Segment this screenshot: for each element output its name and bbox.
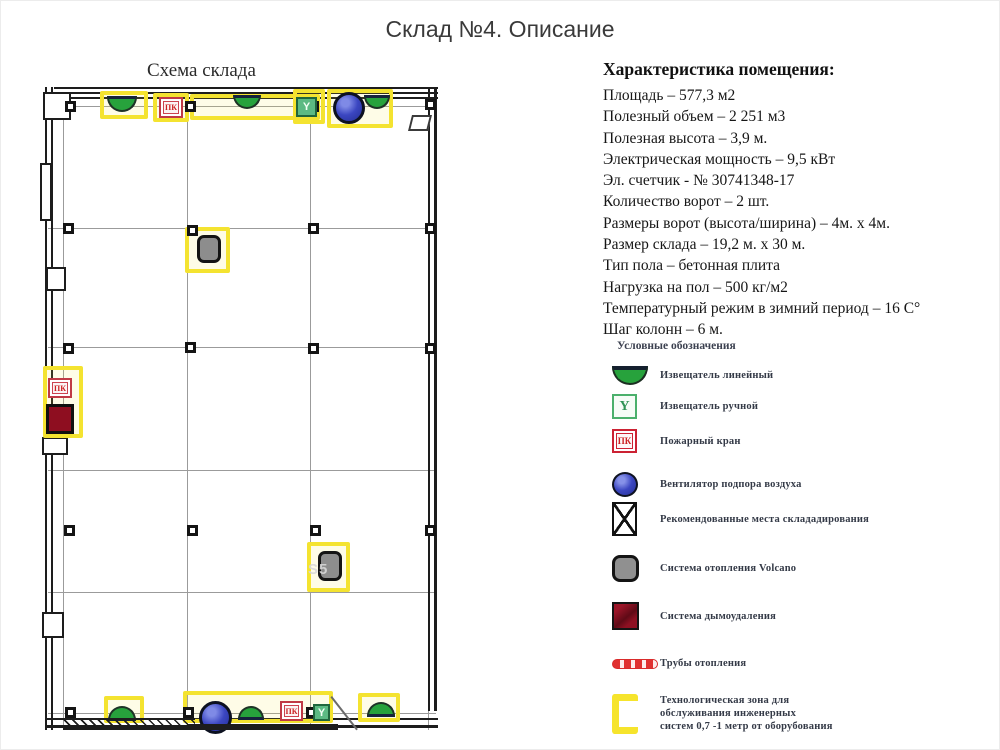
legend-item-label: Система отопления Volcano [660, 563, 797, 574]
legend-label-line: Технологическая зона для [660, 695, 790, 706]
wall-niche [42, 437, 68, 455]
wall-segment [428, 87, 430, 711]
spec-line: Температурный режим в зимний период – 16 С° [603, 299, 921, 317]
wall-bar-symbol [188, 724, 338, 730]
tech-zone-icon [612, 694, 638, 734]
column-square [65, 101, 76, 112]
legend-label-line: обслуживания инженерных [660, 708, 797, 719]
column-square [425, 343, 436, 354]
column-square [64, 525, 75, 536]
legend-panel [602, 336, 994, 750]
column-square [310, 525, 321, 536]
volcano-heater-symbol [197, 235, 221, 263]
column-square [187, 225, 198, 236]
page-title: Склад №4. Описание [385, 16, 615, 42]
specs-lines [603, 85, 993, 341]
legend-item [602, 658, 994, 669]
legend-item-label [660, 694, 833, 733]
warehouse-floor-plan [40, 85, 445, 735]
air-fan-icon [612, 472, 638, 497]
legend-item [602, 602, 994, 630]
spec-line: Эл. счетчик - № 30741348-17 [603, 172, 795, 190]
column-square [63, 343, 74, 354]
specs-panel [603, 59, 993, 341]
spec-line: Размеры ворот (высота/ширина) – 4м. х 4м. [603, 214, 890, 232]
wall-niche [46, 267, 66, 291]
legend-icon-slot [602, 694, 660, 734]
wall-niche [42, 612, 64, 638]
column-square [185, 342, 196, 353]
legend-item [602, 555, 994, 582]
column-square [425, 525, 436, 536]
spec-line: Размер склада – 19,2 м. х 30 м. [603, 236, 806, 254]
specs-heading: Характеристика помещения: [603, 59, 835, 79]
legend-item-label: Пожарный кран [660, 435, 741, 447]
legend-label-line: систем 0,7 -1 метр от оборубования [660, 721, 833, 732]
spec-line: Полезная высота – 3,9 м. [603, 129, 768, 147]
smoke-removal-symbol [46, 404, 74, 434]
detector-manual-symbol: Y [313, 704, 330, 721]
fire-hydrant-icon: ПК [612, 429, 637, 453]
legend-icon-slot [602, 429, 660, 453]
column-square [185, 101, 196, 112]
spec-line: Тип пола – бетонная плита [603, 257, 781, 275]
spec-line: Площадь – 577,3 м2 [603, 87, 736, 104]
legend-icon-slot [602, 366, 660, 385]
grid-line-horizontal [48, 347, 436, 348]
legend-item [602, 366, 994, 385]
wall-niche [40, 163, 52, 221]
column-square [65, 707, 76, 718]
legend-item [602, 429, 994, 453]
spec-line: Электрическая мощность – 9,5 кВт [603, 150, 836, 168]
legend-item [602, 472, 994, 497]
door-leaf-symbol [408, 115, 432, 131]
legend-icon-slot [602, 502, 660, 536]
legend-icon-slot [602, 659, 660, 669]
hatch-symbol [63, 718, 195, 730]
legend-item [602, 694, 994, 734]
legend-icon-slot [602, 394, 660, 419]
storage-area-icon [612, 502, 637, 536]
grid-line-horizontal [48, 592, 436, 593]
column-square [308, 343, 319, 354]
detector-linear-icon [612, 366, 648, 385]
detector-manual-symbol: Y [296, 97, 317, 117]
legend-icon-slot [602, 472, 660, 497]
grid-line-horizontal [48, 470, 436, 471]
spec-line: Количество ворот – 2 шт. [603, 193, 770, 211]
smoke-removal-icon [612, 602, 639, 630]
fire-hydrant-symbol: ПК [48, 378, 72, 398]
spec-line: Нагрузка на пол – 500 кг/м2 [603, 278, 788, 296]
legend-icon-slot [602, 555, 660, 582]
column-square [187, 525, 198, 536]
air-fan-symbol [333, 92, 365, 124]
legend-item-label: Трубы отопления [660, 658, 747, 669]
heating-pipes-icon [612, 659, 658, 669]
legend-item [602, 502, 994, 536]
column-square [425, 99, 436, 110]
legend-item-label: Рекомендованные места склададирования [660, 513, 870, 525]
watermark: S5 [308, 561, 329, 578]
detector-manual-icon: Y [612, 394, 637, 419]
column-square [63, 223, 74, 234]
column-square [425, 223, 436, 234]
legend-item-label: Извещатель ручной [660, 401, 759, 412]
spec-line: Шаг колонн – 6 м. [603, 321, 723, 339]
wall-segment [434, 87, 437, 711]
grid-line-vertical [187, 93, 188, 730]
spec-line: Полезный объем – 2 251 м3 [603, 108, 786, 126]
legend-icon-slot [602, 602, 660, 630]
column-square [308, 223, 319, 234]
grid-line-vertical [310, 93, 311, 730]
column-square [183, 707, 194, 718]
volcano-heater-icon [612, 555, 639, 582]
fire-hydrant-symbol: ПК [159, 97, 183, 118]
legend-heading: Условные обозначения [617, 340, 736, 352]
legend-item-label: Извещатель линейный [660, 370, 774, 381]
legend-item [602, 394, 994, 419]
plan-title: Схема склада [147, 60, 256, 81]
legend-item-label: Вентилятор подпора воздуха [660, 479, 802, 490]
fire-hydrant-symbol: ПК [280, 701, 303, 721]
legend-item-label: Система дымоудаления [660, 610, 777, 622]
grid-line-horizontal [48, 228, 436, 229]
